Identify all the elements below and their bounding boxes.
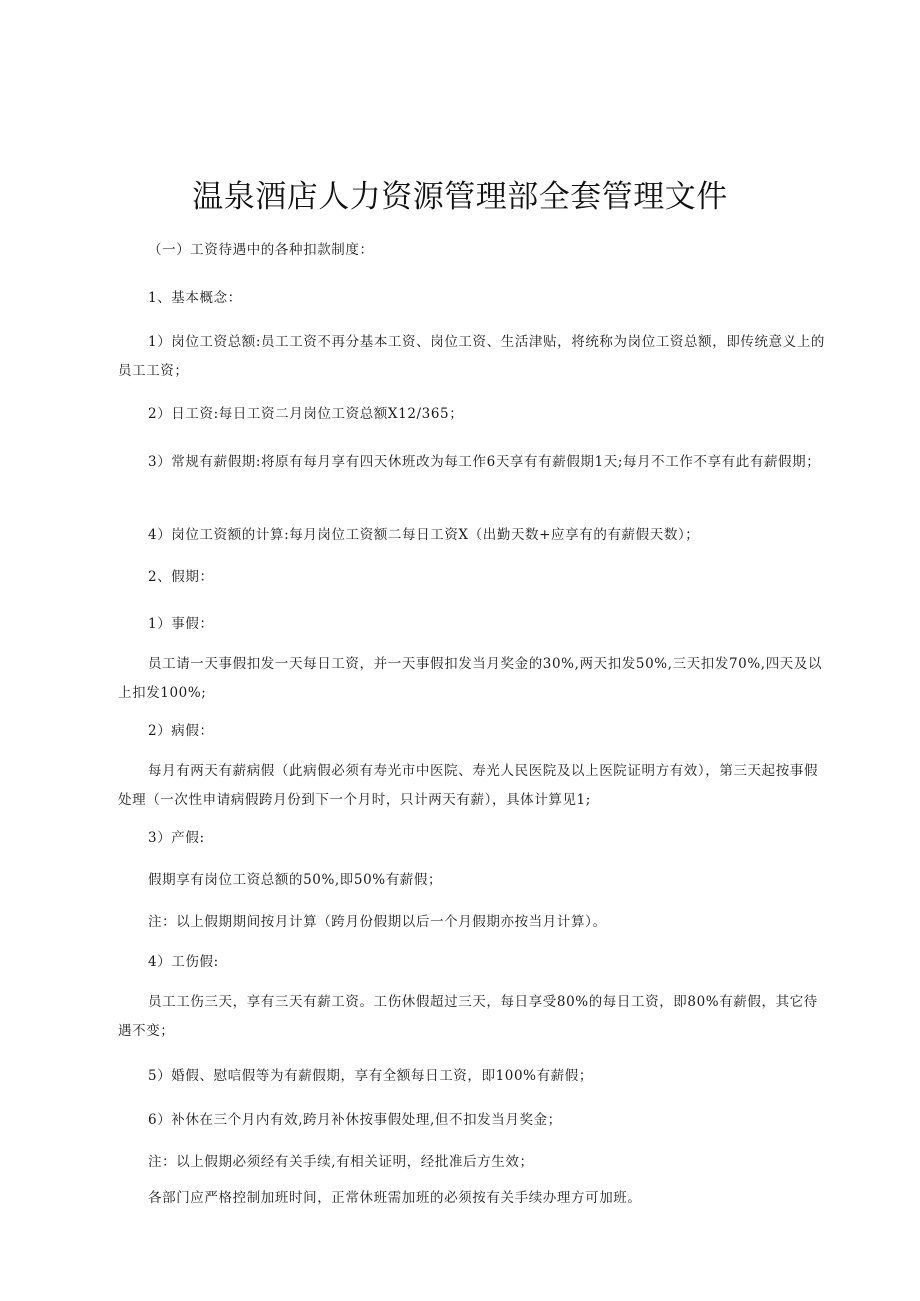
paragraph: 每月有两天有薪病假（此病假必须有寿光市中医院、寿光人民医院及以上医院证明方有效），第三天起按事假处理（一次性申请病假跨月份到下一个月时，只计两天有薪），具体计算见1; <box>118 763 819 808</box>
paragraph: 假期享有岗位工资总额的50%,即50%有薪假； <box>148 872 443 888</box>
paragraph: 2）日工资:每日工资二月岗位工资总额X12/365； <box>148 406 464 422</box>
paragraph: 3）常规有薪假期:将原有每月享有四天休班改为每工作6天享有有薪假期1天;每月不工作不享有此有薪假期； <box>148 454 821 470</box>
item-heading: 3）产假: <box>148 830 205 846</box>
paragraph: 各部门应严格控制加班时间，正常休班需加班的必须按有关手续办理方可加班。 <box>148 1190 642 1206</box>
document-title: 温泉酒店人力资源管理部全套管理文件 <box>192 178 728 215</box>
item-heading: 4）工伤假: <box>148 954 219 970</box>
paragraph: 1）岗位工资总额:员工工资不再分基本工资、岗位工资、生活津贴，将统称为岗位工资总额，即传统意义上的员工工资； <box>118 334 826 379</box>
paragraph: 员工请一天事假扣发一天每日工资，并一天事假扣发当月奖金的30%,两天扣发50%,三天扣发70%,四天及以上扣发100%; <box>118 656 823 701</box>
note: 注：以上假期必须经有关手续,有相关证明，经批准后方生效； <box>148 1154 534 1170</box>
item-heading: 2）病假： <box>148 723 214 739</box>
paragraph: 员工工伤三天，享有三天有薪工资。工伤休假超过三天，每日享受80%的每日工资，即80%有薪假，其它待遇不变； <box>118 994 818 1039</box>
subsection-heading: 2、假期： <box>148 569 214 585</box>
subsection-heading: 1、基本概念： <box>148 290 242 306</box>
paragraph: 4）岗位工资额的计算:每月岗位工资额二每日工资X（出勤天数+应享有的有薪假天数）； <box>148 527 700 543</box>
paragraph: 5）婚假、慰唁假等为有薪假期，享有全额每日工资，即100%有薪假； <box>148 1068 593 1084</box>
paragraph: 6）补休在三个月内有效,跨月补休按事假处理,但不扣发当月奖金； <box>148 1112 562 1128</box>
section-heading: （一）工资待遇中的各种扣款制度： <box>148 242 374 258</box>
item-heading: 1）事假： <box>148 616 214 632</box>
note: 注：以上假期期间按月计算（跨月份假期以后一个月假期亦按当月计算）。 <box>148 914 607 930</box>
